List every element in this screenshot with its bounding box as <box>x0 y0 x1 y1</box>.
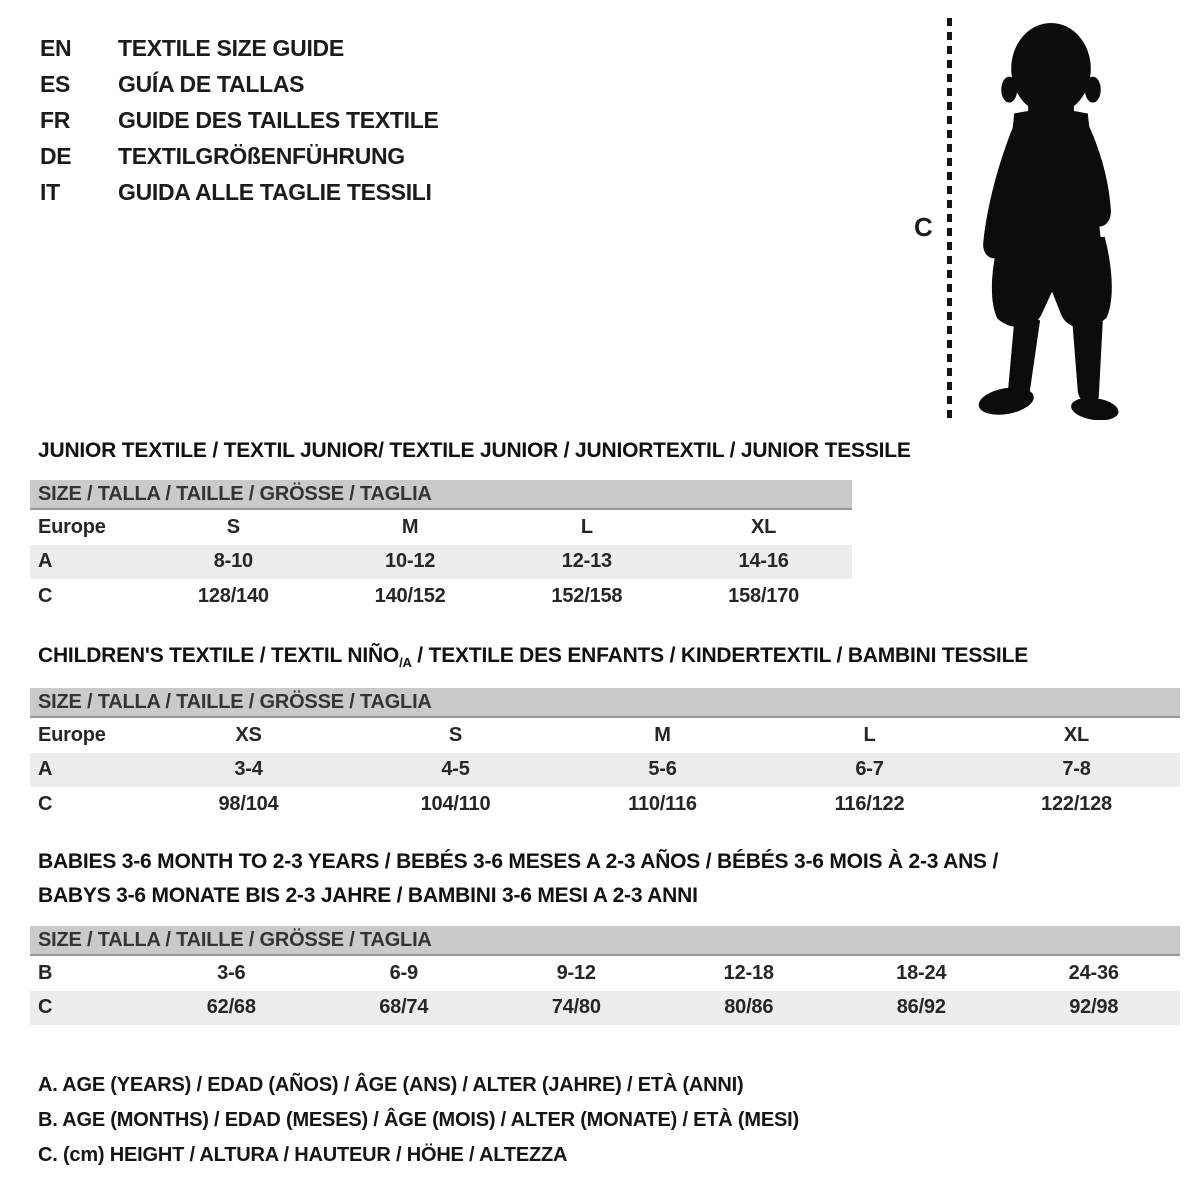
size-cell: L <box>863 723 876 746</box>
age-cell: 6-7 <box>855 758 884 781</box>
lang-row-es <box>40 66 439 102</box>
months-cell: 24-36 <box>1068 961 1119 984</box>
size-cell: L <box>580 515 593 538</box>
age-cell: 10-12 <box>385 550 436 573</box>
height-cell: 86/92 <box>896 996 946 1019</box>
size-cell: M <box>654 723 671 746</box>
babies-section-heading-line2: BABYS 3-6 MONATE BIS 2-3 JAHRE / BAMBINI 3-6 MESI A 2-3 ANNI <box>38 884 698 907</box>
legend-line-b: B. AGE (MONTHS) / EDAD (MESES) / ÂGE (MOIS) / ALTER (MONATE) / ETÀ (MESI) <box>38 1109 799 1131</box>
size-cell: M <box>401 515 419 538</box>
height-cell: 140/152 <box>374 584 446 607</box>
months-cell: 9-12 <box>556 961 596 984</box>
children-heading-post: / TEXTILE DES ENFANTS / KINDERTEXTIL / BAMBINI TESSILE <box>411 644 1029 667</box>
lang-code-de: DE <box>40 142 72 169</box>
lang-code-es: ES <box>40 70 71 97</box>
height-cell: 152/158 <box>551 584 623 607</box>
row-label: Europe <box>38 515 106 538</box>
lang-code-fr: FR <box>40 106 71 133</box>
height-cell: 128/140 <box>197 584 269 607</box>
size-cell: S <box>448 723 463 746</box>
height-cell: 74/80 <box>551 996 601 1019</box>
junior-size-header-text: SIZE / TALLA / TAILLE / GRÖSSE / TAGLIA <box>38 482 432 505</box>
junior-section-heading: JUNIOR TEXTILE / TEXTIL JUNIOR/ TEXTILE JUNIOR / JUNIORTEXTIL / JUNIOR TESSILE <box>38 439 911 462</box>
age-cell: 12-13 <box>561 550 612 573</box>
lang-label-en: TEXTILE SIZE GUIDE <box>118 34 344 61</box>
age-cell: 5-6 <box>648 758 677 781</box>
height-cell: 92/98 <box>1069 996 1119 1019</box>
size-cell: XL <box>1063 723 1090 746</box>
months-cell: 6-9 <box>389 961 418 984</box>
height-cell: 116/122 <box>834 792 905 815</box>
height-cell: 158/170 <box>728 584 800 607</box>
legend-line-a: A. AGE (YEARS) / EDAD (AÑOS) / ÂGE (ANS) / ALTER (JAHRE) / ETÀ (ANNI) <box>38 1074 744 1096</box>
age-cell: 14-16 <box>738 550 789 573</box>
months-cell: 18-24 <box>896 961 947 984</box>
lang-row-en <box>40 30 439 66</box>
junior-size-table <box>30 480 852 614</box>
junior-row-height <box>30 579 852 614</box>
height-cell: 122/128 <box>1041 792 1112 815</box>
age-cell: 4-5 <box>441 758 470 781</box>
age-cell: 7-8 <box>1062 758 1091 781</box>
legend-block <box>38 1068 799 1173</box>
children-heading-pre: CHILDREN'S TEXTILE / TEXTIL NIÑO <box>38 644 400 667</box>
lang-label-it: GUIDA ALLE TAGLIE TESSILI <box>118 178 432 205</box>
size-cell: XS <box>235 723 262 746</box>
children-size-table <box>30 688 1180 822</box>
height-cell: 62/68 <box>206 996 256 1019</box>
row-label: A <box>38 758 53 781</box>
height-cell: 98/104 <box>218 792 279 815</box>
months-cell: 12-18 <box>723 961 774 984</box>
lang-row-it <box>40 174 439 210</box>
height-measure-label: C <box>914 212 933 242</box>
children-row-europe <box>30 718 1180 753</box>
height-cell: 110/116 <box>628 792 697 815</box>
row-label: Europe <box>38 723 106 746</box>
row-label: A <box>38 550 53 573</box>
size-cell: S <box>226 515 240 538</box>
size-cell: XL <box>751 515 777 538</box>
age-cell: 8-10 <box>213 550 253 573</box>
children-section-heading <box>38 644 1028 668</box>
babies-size-header-bar <box>30 926 1180 956</box>
lang-label-fr: GUIDE DES TAILLES TEXTILE <box>118 106 439 133</box>
junior-row-age <box>30 545 852 580</box>
babies-section-heading-line1: BABIES 3-6 MONTH TO 2-3 YEARS / BEBÉS 3-6 MESES A 2-3 AÑOS / BÉBÉS 3-6 MOIS À 2-3 ANS / <box>38 850 999 873</box>
lang-row-de <box>40 138 439 174</box>
babies-size-header-text: SIZE / TALLA / TAILLE / GRÖSSE / TAGLIA <box>38 928 432 951</box>
row-label: C <box>38 584 53 607</box>
babies-row-months <box>30 956 1180 991</box>
lang-label-es: GUÍA DE TALLAS <box>118 70 305 97</box>
children-size-header-bar <box>30 688 1180 718</box>
junior-row-europe <box>30 510 852 545</box>
children-row-height <box>30 787 1180 822</box>
row-label: C <box>38 792 53 815</box>
lang-row-fr <box>40 102 439 138</box>
height-measure-dashed-line <box>947 18 952 418</box>
months-cell: 3-6 <box>217 961 246 984</box>
height-cell: 80/86 <box>724 996 774 1019</box>
toddler-silhouette-icon <box>962 12 1144 420</box>
lang-label-de: TEXTILGRÖßENFÜHRUNG <box>118 142 405 169</box>
lang-code-it: IT <box>40 178 60 205</box>
language-title-block <box>40 30 439 210</box>
children-size-header-text: SIZE / TALLA / TAILLE / GRÖSSE / TAGLIA <box>38 690 432 713</box>
babies-size-table <box>30 926 1180 1025</box>
age-cell: 3-4 <box>234 758 263 781</box>
children-heading-sub: /A <box>399 655 412 670</box>
row-label: B <box>38 961 53 984</box>
height-cell: 104/110 <box>420 792 491 815</box>
junior-size-header-bar <box>30 480 852 510</box>
legend-line-c: C. (cm) HEIGHT / ALTURA / HAUTEUR / HÖHE / ALTEZZA <box>38 1144 568 1166</box>
babies-row-height <box>30 991 1180 1026</box>
lang-code-en: EN <box>40 34 72 61</box>
row-label: C <box>38 996 53 1019</box>
height-cell: 68/74 <box>379 996 429 1019</box>
children-row-age <box>30 753 1180 788</box>
